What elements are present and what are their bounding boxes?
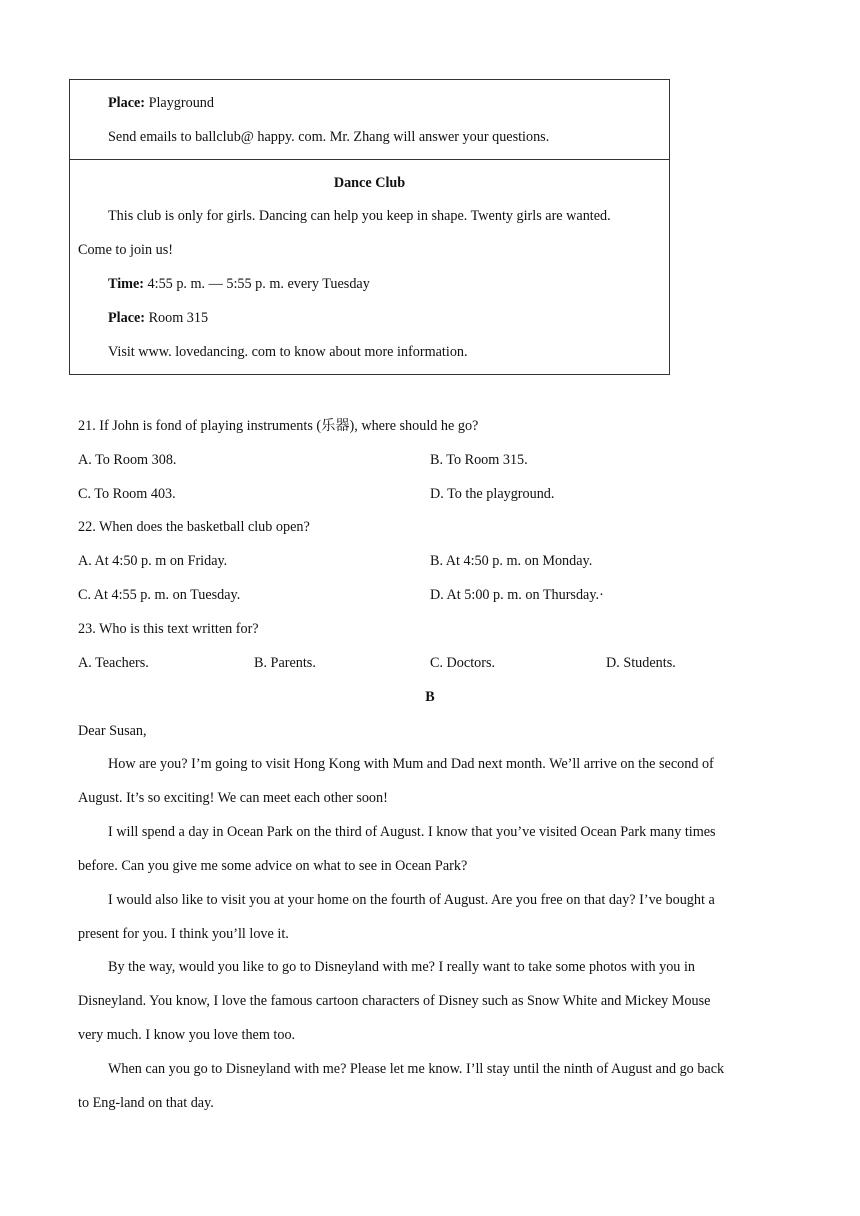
letter-line: present for you. I think you’ll love it.: [78, 926, 289, 942]
letter-line: Disneyland. You know, I love the famous cartoon characters of Disney such as Snow White and Mickey Mouse: [78, 993, 711, 1009]
letter-salutation: Dear Susan,: [78, 723, 147, 739]
ball-club-place: [108, 94, 214, 112]
dance-club-visit: Visit www. lovedancing. com to know about more information.: [108, 344, 468, 360]
option-c: C. Doctors.: [430, 655, 496, 671]
club-notice-box-ball: [69, 79, 670, 160]
option-b: B. To Room 315.: [430, 452, 528, 468]
place-label: Place:: [108, 95, 146, 111]
dance-club-title: Dance Club: [333, 175, 406, 191]
option-b: B. Parents.: [254, 655, 316, 671]
question-stem: 23. Who is this text written for?: [78, 621, 259, 637]
letter-line: August. It’s so exciting! We can meet each other soon!: [78, 790, 388, 806]
letter-line: before. Can you give me some advice on what to see in Ocean Park?: [78, 858, 468, 874]
place-value: Room 315: [145, 310, 209, 326]
dance-club-desc-line-1: This club is only for girls. Dancing can help you keep in shape. Twenty girls are wanted.: [108, 208, 611, 224]
option-d: D. Students.: [606, 655, 676, 671]
option-a: A. To Room 308.: [78, 452, 177, 468]
dance-club-place: [108, 309, 208, 327]
place-value: Playground: [145, 95, 214, 111]
ball-club-contact: Send emails to ballclub@ happy. com. Mr. Zhang will answer your questions.: [108, 129, 550, 145]
option-c: C. To Room 403.: [78, 486, 176, 502]
option-a: A. Teachers.: [78, 655, 149, 671]
dance-club-time: [108, 275, 370, 293]
letter-line: very much. I know you love them too.: [78, 1027, 296, 1043]
time-value: 4:55 p. m. — 5:55 p. m. every Tuesday: [144, 276, 370, 292]
letter-line: How are you? I’m going to visit Hong Kong with Mum and Dad next month. We’ll arrive on the second of: [108, 756, 714, 772]
option-a: A. At 4:50 p. m on Friday.: [78, 553, 228, 569]
time-label: Time:: [108, 276, 144, 292]
option-d: D. At 5:00 p. m. on Thursday.·: [430, 587, 604, 603]
place-label: Place:: [108, 310, 146, 326]
option-c: C. At 4:55 p. m. on Tuesday.: [78, 587, 241, 603]
letter-line: to Eng-land on that day.: [78, 1095, 214, 1111]
letter-line: I will spend a day in Ocean Park on the third of August. I know that you’ve visited Ocean Park many times: [108, 824, 716, 840]
option-d: D. To the playground.: [430, 486, 555, 502]
question-stem: 22. When does the basketball club open?: [78, 519, 310, 535]
section-heading: B: [425, 689, 435, 705]
letter-line: I would also like to visit you at your home on the fourth of August. Are you free on that day? I’ve bought a: [108, 892, 715, 908]
option-b: B. At 4:50 p. m. on Monday.: [430, 553, 593, 569]
question-stem: 21. If John is fond of playing instruments (乐器), where should he go?: [78, 418, 479, 434]
letter-line: By the way, would you like to go to Disneyland with me? I really want to take some photos with you in: [108, 959, 695, 975]
letter-line: When can you go to Disneyland with me? Please let me know. I’ll stay until the ninth of August and go back: [108, 1061, 725, 1077]
dance-club-desc-line-2: Come to join us!: [78, 242, 173, 258]
